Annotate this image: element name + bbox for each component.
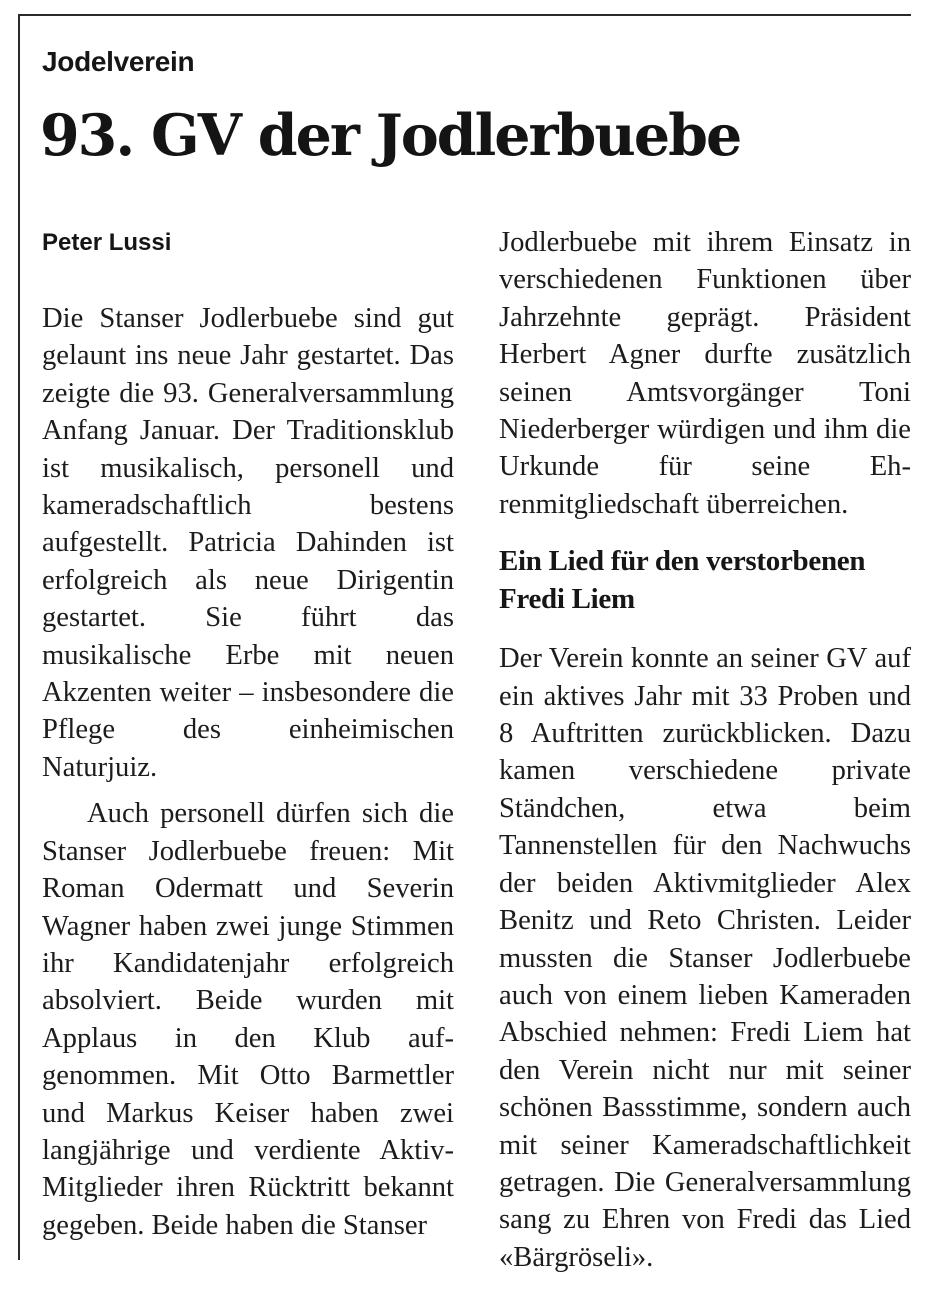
byline: Peter Lussi: [42, 229, 172, 256]
body-paragraph-2: Auch personell dürfen sich die Stanser Jodlerbuebe freuen: Mit Roman Odermatt und Severin Wagner haben zwei junge Stimmen ihr Kandidatenjahr erfolgreich absolviert. Beide wurden mit Applaus in den Klub aufgenommen. Mit Otto Barmettler und Markus Keiser haben zwei langjährige und verdiente Aktiv-Mitglieder ihren Rücktritt bekannt gegeben. Beide haben die Stanser: [42, 798, 454, 1241]
top-rule: [18, 14, 911, 16]
kicker: Jodelverein: [42, 46, 195, 77]
subheading: Ein Lied für den verstorbenen Fredi Liem: [499, 545, 866, 616]
headline: 93. GV der Jodlerbuebe: [40, 102, 741, 169]
body-paragraph-2-continued: Jodlerbuebe mit ihrem Einsatz in verschiedenen Funktionen über Jahrzehnte geprägt. Präsident Herbert Agner durfte zusätzlich seinen Amtsvorgänger Toni Niederberger würdigen und ihm die Urkunde für seine Ehrenmitgliedschaft überreichen.: [499, 227, 911, 520]
right-column: [499, 224, 911, 1276]
body-paragraph-3: Der Verein konnte an seiner GV auf ein aktives Jahr mit 33 Proben und 8 Auftritten zurückblicken. Dazu kamen verschiedene private Ständchen, etwa beim Tannenstellen für den Nachwuchs der beiden Aktivmitglieder Alex Benitz und Reto Christen. Leider mussten die Stanser Jodlerbuebe auch von einem lieben Kameraden Abschied nehmen: Fredi Liem hat den Verein nicht nur mit seiner schönen Bassstimme, sondern auch mit seiner Kameradschaftlichkeit getragen. Die Generalversammlung sang zu Ehren von Fredi das Lied «Bärgröseli».: [499, 643, 911, 1273]
left-column: [42, 300, 454, 1244]
left-column-rule: [18, 14, 20, 1260]
body-paragraph-1: Die Stanser Jodlerbuebe sind gut gelaunt ins neue Jahr gestartet. Das zeigte die 93. Generalversammlung Anfang Januar. Der Traditionsklub ist musikalisch, personell und kameradschaftlich bestens aufgestellt. Patricia Dahinden ist erfolgreich als neue Dirigentin gestartet. Sie führt das musikalische Erbe mit neuen Akzenten weiter – insbesondere die Pflege des einheimischen Naturjuiz.: [42, 303, 454, 783]
